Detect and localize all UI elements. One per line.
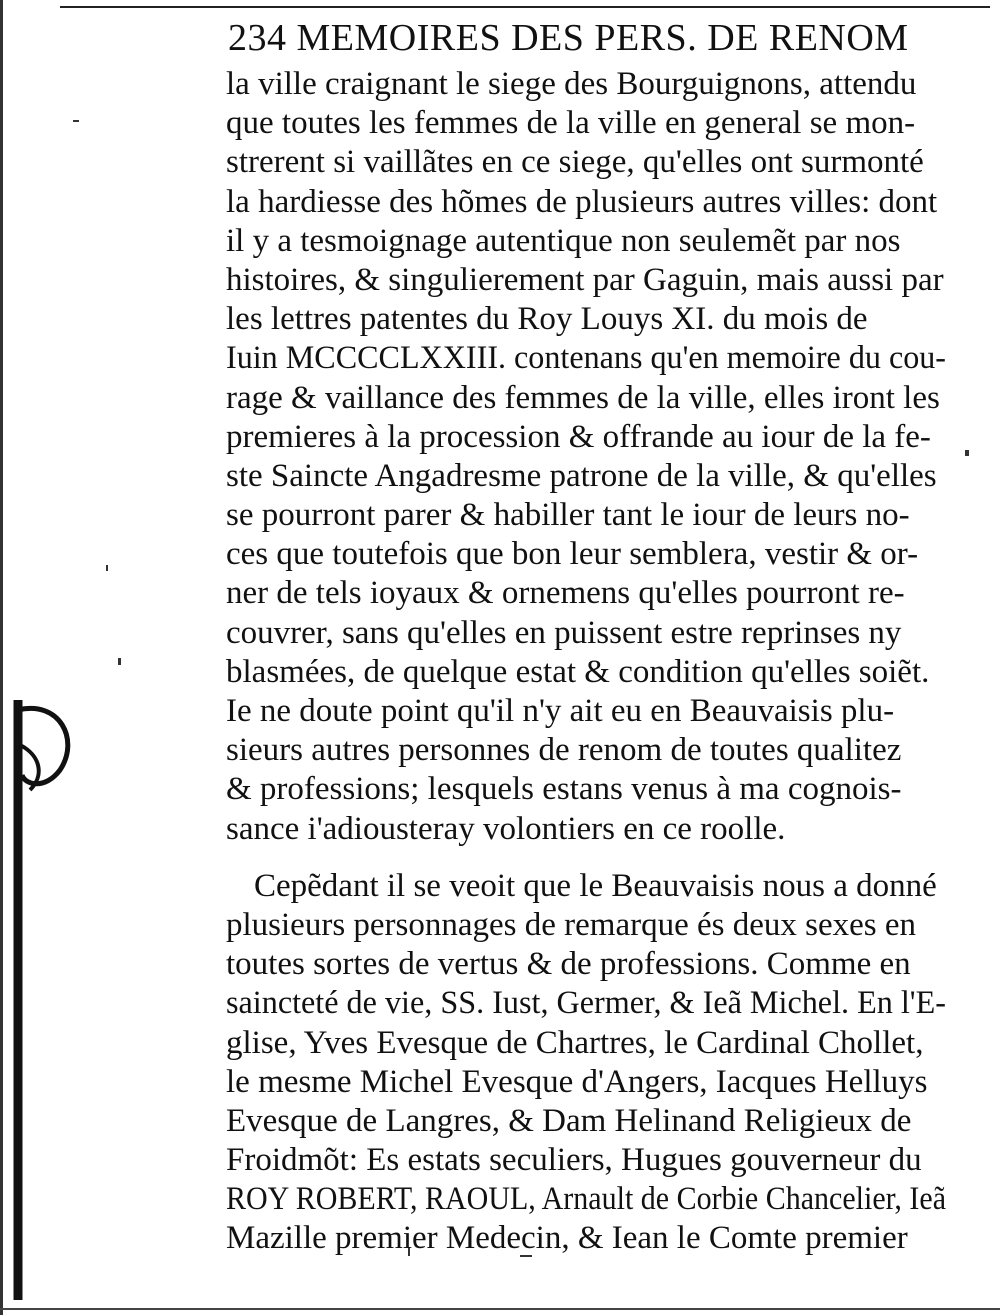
page-number: 234 bbox=[228, 17, 287, 59]
ink-speck bbox=[73, 120, 79, 122]
bottom-page-edge bbox=[0, 1308, 1000, 1310]
text-line: la hardiesse des hõmes de plusieurs autres villes: dont bbox=[226, 183, 938, 220]
text-line: Cepẽdant il se veoit que le Beauvaisis nous a donné bbox=[254, 867, 937, 904]
text-line: Mazille premier Medecin, & Iean le Comte premier bbox=[226, 1220, 908, 1257]
text-line: que toutes les femmes de la ville en general se mon- bbox=[226, 105, 916, 142]
text-line: les lettres patentes du Roy Louys XI. du mois de bbox=[226, 301, 868, 338]
page-header bbox=[228, 14, 948, 62]
ink-speck bbox=[965, 450, 969, 456]
text-line: saincteté de vie, SS. Iust, Germer, & Ieã Michel. En l'E- bbox=[226, 985, 946, 1022]
text-line: Evesque de Langres, & Dam Helinand Religieux de bbox=[226, 1102, 912, 1139]
running-head: MEMOIRES DES PERS. DE RENOM bbox=[296, 17, 909, 59]
text-line: la ville craignant le siege des Bourguignons, attendu bbox=[226, 66, 917, 102]
text-line: Ie ne doute point qu'il n'y ait eu en Beauvaisis plu- bbox=[226, 693, 895, 729]
ink-speck bbox=[118, 658, 121, 665]
text-line: ces que toutefois que bon leur semblera, vestir & or- bbox=[226, 536, 919, 573]
text-line: sieurs autres personnes de renom de toutes qualitez bbox=[226, 732, 902, 769]
text-line: histoires, & singulierement par Gaguin, mais aussi par bbox=[226, 261, 944, 298]
top-page-edge bbox=[60, 6, 990, 8]
text-line: blasmées, de quelque estat & condition qu'elles soiẽt. bbox=[226, 653, 930, 690]
text-line: couvrer, sans qu'elles en puissent estre reprinses ny bbox=[226, 614, 902, 651]
text-line: Froidmõt: Es estats seculiers, Hugues gouverneur du bbox=[226, 1142, 922, 1179]
text-line: ste Saincte Angadresme patrone de la ville, & qu'elles bbox=[226, 457, 937, 494]
text-line: & professions; lesquels estans venus à ma cognois- bbox=[226, 771, 902, 808]
ink-speck bbox=[106, 565, 108, 571]
text-line: ner de tels ioyaux & ornemens qu'elles pourront re- bbox=[226, 575, 905, 612]
text-line: strerent si vaillãtes en ce siege, qu'elles ont surmonté bbox=[226, 144, 924, 181]
text-line: toutes sortes de vertus & de professions. Comme en bbox=[226, 946, 911, 983]
text-line: il y a tesmoignage autentique non seulemẽt par nos bbox=[226, 222, 901, 259]
text-line: premieres à la procession & offrande au iour de la fe- bbox=[226, 418, 931, 455]
text-line: Iuin MCCCCLXXIII. contenans qu'en memoire du cou- bbox=[226, 340, 947, 377]
body-text bbox=[226, 65, 946, 1259]
text-line: ROY ROBERT, RAOUL, Arnault de Corbie Chancelier, Ieã bbox=[226, 1181, 947, 1218]
text-line: rage & vaillance des femmes de la ville, elles iront les bbox=[226, 379, 940, 416]
paragraph-gap bbox=[226, 849, 946, 867]
text-line: plusieurs personnages de remarque és deux sexes en bbox=[226, 906, 917, 943]
text-line: sance i'adiousteray volontiers en ce roolle. bbox=[226, 810, 786, 847]
text-line: le mesme Michel Evesque d'Angers, Iacques Helluys bbox=[226, 1063, 928, 1100]
text-line: glise, Yves Evesque de Chartres, le Cardinal Chollet, bbox=[226, 1024, 924, 1061]
text-line: se pourront parer & habiller tant le iour de leurs no- bbox=[226, 497, 910, 534]
binding-string-illustration bbox=[0, 700, 80, 1300]
